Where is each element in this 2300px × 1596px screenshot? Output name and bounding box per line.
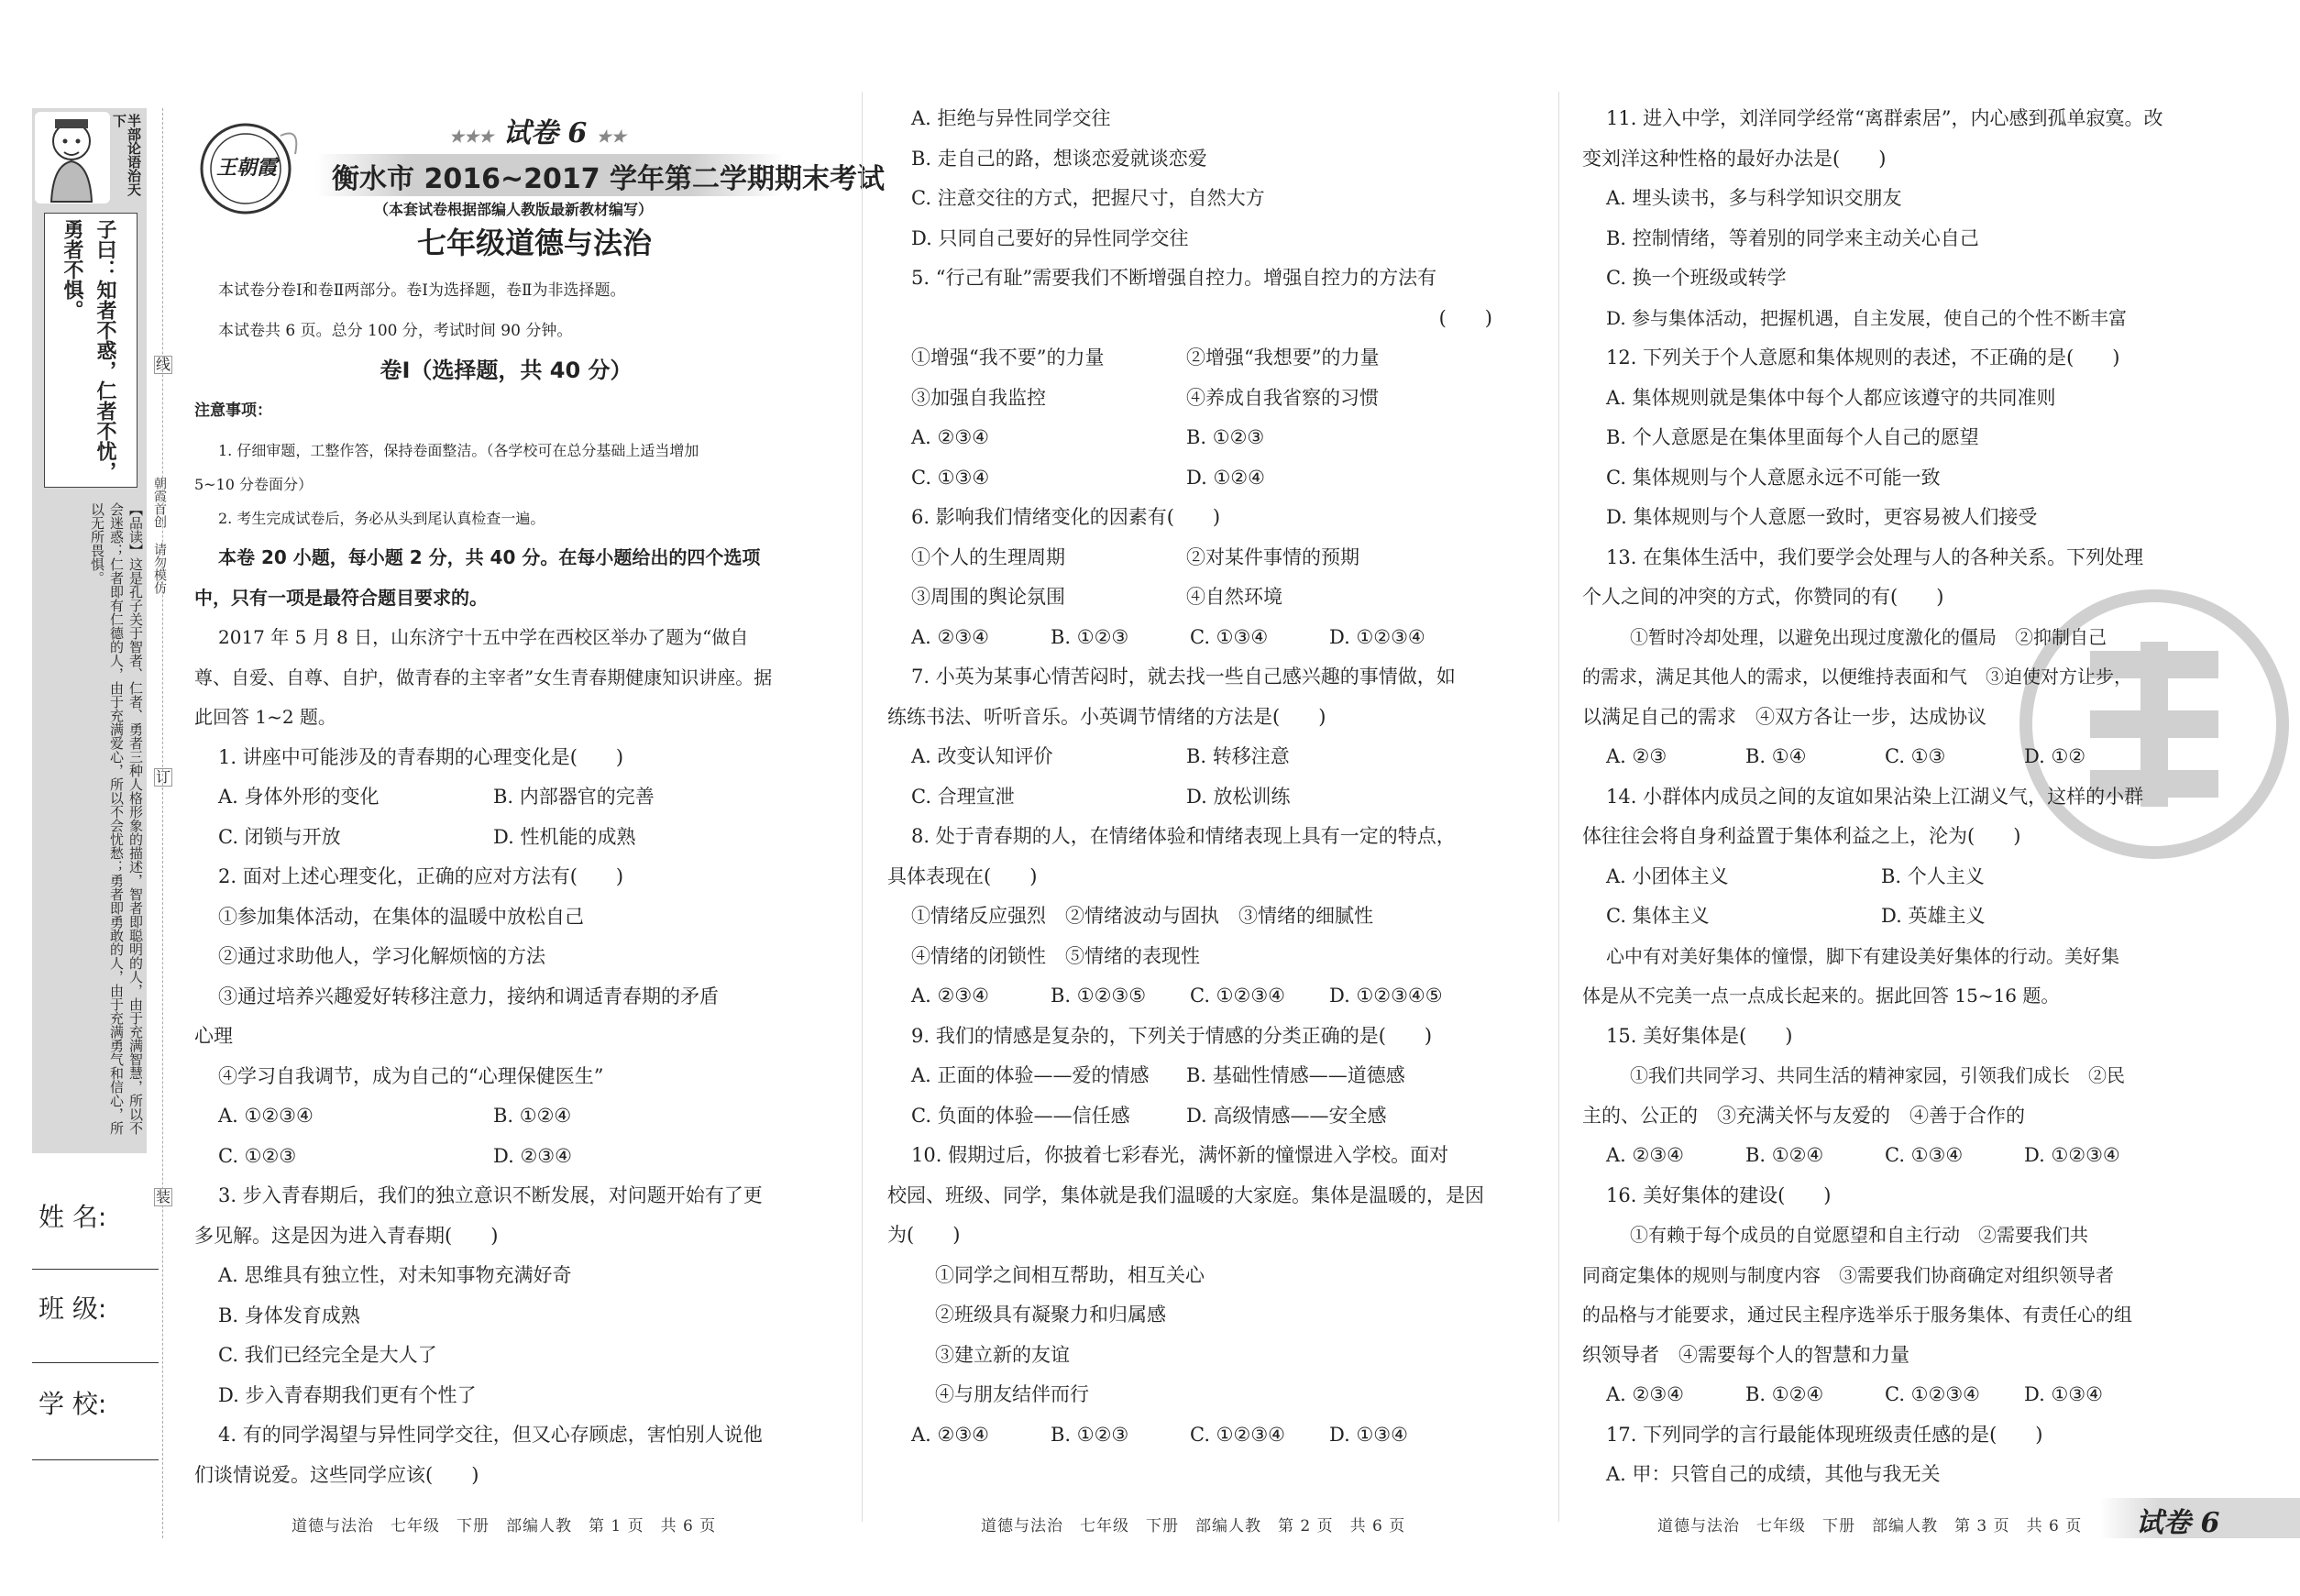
option[interactable]: C. 换一个班级或转学 [1606,267,1787,289]
option[interactable]: B. ①②④ [1745,1383,1824,1405]
instruction-line: 本试卷共 6 页。总分 100 分，考试时间 90 分钟。 [218,321,573,340]
option[interactable]: A. ①②③④ [218,1105,314,1127]
option[interactable]: C. ①③④ [1190,625,1269,648]
option[interactable]: C. 我们已经完全是大人了 [218,1344,437,1366]
statement: 织领导者 ④需要每个人的智慧和力量 [1582,1343,1909,1366]
statement: ③周围的舆论氛围 [911,586,1065,608]
option[interactable]: D. 放松训练 [1186,785,1291,808]
option[interactable]: B. 基础性情感——道德感 [1186,1064,1405,1086]
question-stem: 6. 影响我们情绪变化的因素有( ) [911,506,1221,528]
option[interactable]: B. ①②③⑤ [1051,985,1147,1007]
option-row [1582,857,2206,897]
option[interactable]: A. 小团体主义 [1606,864,1729,887]
option-row [194,1096,818,1137]
question-stem: 个人之间的冲突的方式，你赞同的有( ) [1582,586,1944,608]
instruction-line: 本试卷分卷Ⅰ和卷Ⅱ两部分。卷Ⅰ为选择题，卷Ⅱ为非选择题。 [218,281,626,300]
option-row [887,737,1520,777]
question-stem: 10. 假期过后，你披着七彩春光，满怀新的憧憬进入学校。面对 [911,1144,1449,1166]
statement: ①我们共同学习、共同生活的精神家园，引领我们成长 ②民 [1630,1064,2125,1086]
option[interactable]: D. 步入青春期我们更有个性了 [218,1383,477,1406]
statement: 的需求，满足其他人的需求，以便维持表面和气 ③迫使对方让步， [1582,666,2132,688]
note-line: 5~10 分卷面分） [194,475,314,493]
option[interactable]: B. ①④ [1745,745,1807,767]
binding-line [162,108,163,1538]
option[interactable]: D. 英雄主义 [1881,905,1986,927]
option[interactable]: B. 控制情绪，等着别的同学来主动关心自己 [1606,226,1979,249]
option[interactable]: B. ①②③ [1186,426,1265,448]
note-line: 2. 考生完成试卷后，务必从头到尾认真检查一遍。 [218,509,545,527]
option[interactable]: A. ②③④ [911,985,989,1007]
copyright-strip: 朝霞首创 请勿模仿 [152,477,167,594]
school-field-line[interactable] [32,1459,159,1460]
option[interactable]: C. ①③④ [911,466,990,489]
option-row [1582,737,2206,777]
question-stem: 4. 有的同学渴望与异性同学交往，但又心存顾虑，害怕别人说他 [218,1424,763,1446]
option[interactable]: C. 合理宣泄 [911,785,1015,808]
statement-row [887,379,1520,419]
statement: ④学习自我调节，成为自己的“心理保健医生” [218,1064,604,1087]
option[interactable]: D. 性机能的成熟 [493,825,636,848]
option[interactable]: D. ①③④ [1329,1423,1408,1446]
question-stem: 17. 下列同学的言行最能体现班级责任感的是( ) [1606,1423,2043,1446]
statement: ③加强自我监控 [911,386,1046,409]
option[interactable]: C. ①②③④ [1190,1423,1285,1446]
option[interactable]: A. 思维具有独立性，对未知事物充满好奇 [218,1264,572,1286]
confucius-cartoon-icon [35,112,110,204]
column-page-1 [194,271,818,1495]
question-stem: 7. 小英为某事心情苦闷时，就去找一些自己感兴趣的事情做，如 [911,666,1456,688]
sidebar-motto: 半部论语治天下 [111,114,142,196]
material-text: 此回答 1~2 题。 [194,706,336,728]
question-stem: 14. 小群体内成员之间的友谊如果沾染上江湖义气，这样的小群 [1606,785,2144,808]
statement: ①个人的生理周期 [911,545,1065,568]
page-footer: 道德与法治 七年级 下册 部编人教 第 1 页 共 6 页 [292,1517,717,1535]
option-row [194,1137,818,1177]
question-stem: 1. 讲座中可能涉及的青春期的心理变化是( ) [218,745,624,768]
section-heading: 卷Ⅰ（选择题，共 40 分） [380,358,633,383]
question-stem: 3. 步入青春期后，我们的独立意识不断发展，对问题开始有了更 [218,1184,763,1206]
option[interactable]: D. ②③④ [493,1144,572,1167]
class-field-label: 班 级: [39,1293,107,1324]
statement: ②增强“我想要”的力量 [1186,347,1380,369]
statement: 以满足自己的需求 ④双方各让一步，达成协议 [1582,705,1986,728]
question-stem: 13. 在集体生活中，我们要学会处理与人的各种关系。下列处理 [1606,545,2144,568]
quote-box [44,213,138,488]
option[interactable]: A. 身体外形的变化 [218,786,380,808]
option[interactable]: D. ①② [2024,745,2086,767]
option[interactable]: A. 正面的体验——爱的情感 [911,1064,1150,1086]
statement: 主的、公正的 ③充满关怀与友爱的 ④善于合作的 [1582,1104,2025,1127]
option[interactable]: C. ①②③ [218,1144,297,1167]
question-stem: 9. 我们的情感是复杂的，下列关于情感的分类正确的是( ) [911,1024,1433,1047]
option[interactable]: B. ①②③ [1051,1423,1129,1446]
statement: ④情绪的闭锁性 ⑤情绪的表现性 [911,944,1200,967]
statement: ④养成自我省察的习惯 [1186,386,1379,409]
option[interactable]: A. ②③④ [911,426,989,448]
column-page-2 [887,99,1520,1455]
option[interactable]: A. ②③④ [1606,1144,1684,1166]
option[interactable]: B. 个人意愿是在集体里面每个人自己的愿望 [1606,426,1979,448]
statement: ③通过培养兴趣爱好转移注意力，接纳和调适青春期的矛盾 [218,985,719,1007]
option[interactable]: D. ①③④ [2024,1383,2103,1405]
material-text: 体是从不完美一点一点成长起来的。据此回答 15~16 题。 [1582,985,2060,1007]
option[interactable]: C. 集体规则与个人意愿永远不可能一致 [1606,466,1941,489]
page-footer: 道德与法治 七年级 下册 部编人教 第 2 页 共 6 页 [981,1517,1406,1535]
option[interactable]: C. 闭锁与开放 [218,825,341,848]
page-footer: 道德与法治 七年级 下册 部编人教 第 3 页 共 6 页 [1657,1517,2083,1535]
option[interactable]: A. 改变认知评价 [911,745,1053,767]
question-stem: 多见解。这是因为进入青春期( ) [194,1224,499,1247]
option[interactable]: C. ①③④ [1885,1144,1964,1166]
question-stem: 2. 面对上述心理变化，正确的应对方法有( ) [218,865,624,887]
option[interactable]: C. 集体主义 [1606,905,1710,927]
pindu-text: 【品读】这是孔子关于智者、仁者、勇者三种人格形象的描述，智者即聪明的人，由于充满智慧，所以不会迷惑；仁者即有仁德的人，由于充满爱心，所以不会忧愁；勇者即勇敢的人，由于充满勇气和信心，所以无所畏惧。 [89,502,144,1135]
option[interactable]: A. ②③④ [911,1423,989,1446]
option[interactable]: C. 注意交往的方式，把握尺寸，自然大方 [911,187,1265,209]
option-row [194,777,818,818]
exam-title: 衡水市 2016~2017 学年第二学期期末考试 [332,163,886,195]
brand-logo [193,117,303,218]
option[interactable]: A. 埋头读书，多与科学知识交朋友 [1606,187,1902,209]
question-stem: 为( ) [887,1224,961,1246]
option[interactable]: B. 转移注意 [1186,745,1290,767]
material-text: 2017 年 5 月 8 日，山东济宁十五中学在西校区举办了题为“做自 [218,626,749,648]
option[interactable]: D. ①②③④⑤ [1329,985,1443,1007]
question-stem: 校园、班级、同学，集体就是我们温暖的大家庭。集体是温暖的，是因 [887,1183,1484,1206]
footer-badge: 试卷 6 [2136,1507,2220,1539]
option-row [887,1056,1520,1096]
statement: ②对某件事情的预期 [1186,545,1359,568]
statement: ①增强“我不要”的力量 [911,347,1105,369]
option[interactable]: D. 集体规则与个人意愿一致时，更容易被人们接受 [1606,506,2038,528]
question-stem: 12. 下列关于个人意愿和集体规则的表述，不正确的是( ) [1606,347,2120,369]
question-stem: 变刘洋这种性格的最好办法是( ) [1582,147,1887,170]
statement: ④自然环境 [1186,586,1282,608]
seal-mark: 订 [155,768,171,786]
notes-heading: 注意事项： [194,401,272,420]
option[interactable]: A. 集体规则就是集体中每个人都应该遵守的共同准则 [1606,386,2056,409]
section-intro: 本卷 20 小题，每小题 2 分，共 40 分。在每小题给出的四个选项 [218,546,761,568]
subject-title: 七年级道德与法治 [417,226,653,260]
option[interactable]: B. ①②③ [1051,625,1129,648]
option[interactable]: D. 参与集体活动，把握机遇，自主发展，使自己的个性不断丰富 [1606,306,2128,329]
question-stem: 5. “行己有耻”需要我们不断增强自控力。增强自控力的方法有 [911,267,1437,289]
option-row [887,976,1520,1017]
exam-number-text: 试卷 6 [502,117,588,149]
option-row [1582,1375,2206,1415]
option-row [887,1096,1520,1137]
name-field-line[interactable] [32,1269,159,1270]
exam-number-label: ★★★ 试卷 6 ★★ [449,117,626,149]
statement-row [887,538,1520,578]
logo-text: 王朝霞 [215,156,277,180]
question-stem: 16. 美好集体的建设( ) [1606,1183,1832,1206]
option[interactable]: A. ②③④ [911,625,989,648]
statement: ①有赖于每个成员的自觉愿望和自主行动 ②需要我们共 [1630,1224,2088,1246]
exam-subtitle-note: （本套试卷根据部编人教版最新教材编写） [374,201,654,218]
seal-mark: 线 [155,356,171,373]
option-row [887,777,1520,818]
statement: 心理 [194,1025,233,1047]
option-row [194,818,818,858]
statement: ①暂时冷却处理，以避免出现过度激化的僵局 ②抑制自己 [1630,625,2107,648]
statement: ①参加集体活动，在集体的温暖中放松自己 [218,905,584,928]
option-row [1582,897,2206,937]
option[interactable]: D. ①②④ [1186,466,1265,489]
statement: 的品格与才能要求，通过民主程序选举乐于服务集体、有责任心的组 [1582,1304,2132,1326]
option[interactable]: B. ①②④ [1745,1144,1824,1166]
option[interactable]: D. ①②③④ [2024,1144,2120,1166]
class-field-line[interactable] [32,1362,159,1363]
option[interactable]: B. 身体发育成熟 [218,1304,360,1326]
question-stem: 11. 进入中学，刘洋同学经常“离群索居”，内心感到孤单寂寞。改 [1606,107,2163,129]
seal-mark: 装 [155,1188,171,1205]
statement: ①同学之间相互帮助，相互关心 [935,1263,1205,1286]
statement: ③建立新的友谊 [935,1343,1070,1366]
page-divider [862,92,863,1522]
option[interactable]: B. ①②④ [493,1105,572,1127]
section-intro: 中，只有一项是最符合题目要求的。 [194,586,488,609]
option-row [887,418,1520,458]
statement: 同商定集体的规则与制度内容 ③需要我们协商确定对组织领导者 [1582,1263,2114,1286]
question-stem: 15. 美好集体是( ) [1606,1024,1793,1047]
statement: ②通过求助他人，学习化解烦恼的方法 [218,945,545,967]
statement: ④与朋友结伴而行 [935,1383,1089,1405]
option[interactable]: C. ①②③④ [1885,1383,1980,1405]
answer-paren: ( ) [1438,306,1492,329]
question-stem: 体往往会将自身利益置于集体利益之上，沦为( ) [1582,825,2021,847]
option[interactable]: C. 负面的体验——信任感 [911,1104,1130,1127]
option[interactable]: A. ②③ [1606,745,1667,767]
option[interactable]: D. 高级情感——安全感 [1186,1104,1387,1127]
statement: ①情绪反应强烈 ②情绪波动与固执 ③情绪的细腻性 [911,905,1373,927]
column-page-3 [1582,99,2206,1495]
option[interactable]: B. 内部器官的完善 [493,786,655,808]
school-field-label: 学 校: [39,1389,107,1419]
question-stem: 8. 处于青春期的人，在情绪体验和情绪表现上具有一定的特点， [911,825,1456,847]
option[interactable]: A. ②③④ [1606,1383,1684,1405]
option[interactable]: D. 只同自己要好的异性同学交往 [911,226,1189,249]
option[interactable]: C. ①②③④ [1190,985,1285,1007]
note-line: 1. 仔细审题，工整作答，保持卷面整洁。（各学校可在总分基础上适当增加 [218,442,699,459]
statement-row [887,578,1520,618]
option[interactable]: D. ①②③④ [1329,625,1425,648]
question-stem: 具体表现在( ) [887,864,1038,887]
option-row [887,458,1520,499]
question-stem: 们谈情说爱。这些同学应该( ) [194,1463,479,1486]
option[interactable]: C. ①③ [1885,745,1946,767]
option-row [1582,1136,2206,1176]
page-divider [1558,92,1559,1522]
name-field-label: 姓 名: [39,1202,107,1232]
option[interactable]: B. 走自己的路，想谈恋爱就谈恋爱 [911,147,1207,170]
option[interactable]: A. 甲：只管自己的成绩，其他与我无关 [1606,1463,1941,1485]
option-row [887,618,1520,658]
material-text: 尊、自爱、自尊、自护，做青春的主宰者”女生青春期健康知识讲座。据 [194,666,773,688]
material-text: 心中有对美好集体的憧憬，脚下有建设美好集体的行动。美好集 [1606,944,2119,967]
statement: ②班级具有凝聚力和归属感 [935,1304,1166,1326]
question-stem: 练练书法、听听音乐。小英调节情绪的方法是( ) [887,705,1326,728]
option[interactable]: A. 拒绝与异性同学交往 [911,107,1111,129]
option-row [887,1415,1520,1456]
quote-text: 子曰：知者不惑，仁者不忧，勇者不惧。 [61,219,117,481]
option[interactable]: B. 个人主义 [1881,864,1985,887]
statement-row [887,338,1520,379]
